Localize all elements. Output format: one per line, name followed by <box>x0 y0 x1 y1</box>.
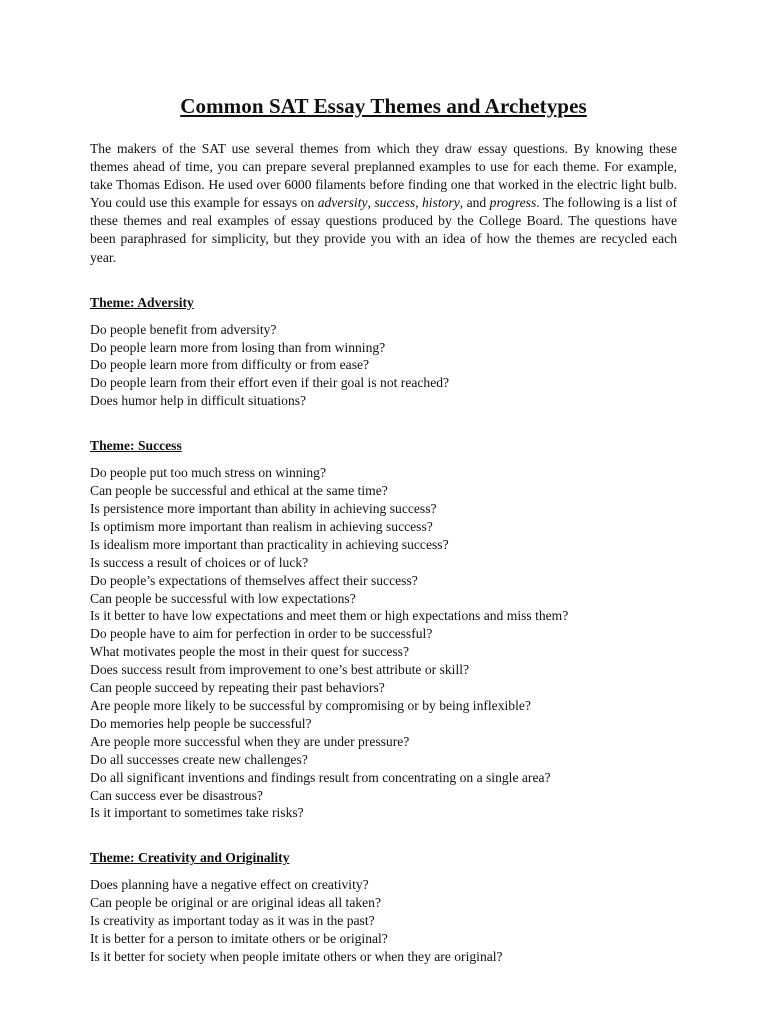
question-item: Do people learn from their effort even if their goal is not reached? <box>90 375 450 391</box>
document-page <box>90 92 677 966</box>
question-item: Is optimism more important than realism in achieving success? <box>90 518 433 534</box>
question-list <box>90 876 677 966</box>
question-item: Does humor help in difficult situations? <box>90 393 307 409</box>
section-heading: Theme: Adversity <box>90 294 194 310</box>
question-item: Are people more likely to be successful by compromising or by being inflexible? <box>90 697 531 713</box>
question-item: Is creativity as important today as it was in the past? <box>90 913 375 929</box>
theme-section <box>90 294 677 411</box>
question-item: Do people learn more from losing than from winning? <box>90 339 386 355</box>
theme-sections <box>90 294 677 966</box>
question-item: Do people learn more from difficulty or from ease? <box>90 357 370 373</box>
intro-separator-2: , <box>415 195 422 211</box>
section-heading: Theme: Creativity and Originality <box>90 850 290 866</box>
intro-emphasis-history: history <box>422 195 460 211</box>
question-item: Does planning have a negative effect on creativity? <box>90 877 369 893</box>
question-item: Can people be successful with low expectations? <box>90 590 356 606</box>
question-item: Are people more successful when they are under pressure? <box>90 733 410 749</box>
theme-section <box>90 437 677 822</box>
intro-paragraph <box>90 140 677 267</box>
question-item: Do people benefit from adversity? <box>90 321 277 337</box>
section-heading: Theme: Success <box>90 438 182 454</box>
question-list <box>90 321 677 411</box>
intro-emphasis-adversity: adversity <box>317 195 368 211</box>
question-item: Is it important to sometimes take risks? <box>90 805 304 821</box>
question-item: Can people be original or are original ideas all taken? <box>90 895 382 911</box>
document-title: Common SAT Essay Themes and Archetypes <box>180 94 587 118</box>
question-item: It is better for a person to imitate others or be original? <box>90 931 388 947</box>
question-item: Do all significant inventions and findings result from concentrating on a single area? <box>90 769 551 785</box>
question-item: Does success result from improvement to one’s best attribute or skill? <box>90 662 470 678</box>
question-item: Can people be successful and ethical at the same time? <box>90 483 388 499</box>
intro-separator-1: , <box>367 195 375 211</box>
question-item: What motivates people the most in their quest for success? <box>90 644 409 660</box>
question-item: Can people succeed by repeating their past behaviors? <box>90 680 385 696</box>
intro-separator-3: , and <box>459 195 490 211</box>
intro-text-1: The makers of the SAT use several themes from which they draw essay questions. By knowing these themes ahead of time, you can prepare several preplanned examples to use for each theme. For example, take Thomas Edison. He used over 6000 filaments before finding one that worked in the electric light bulb. You could use this example for essays on <box>90 141 677 211</box>
question-item: Do all successes create new challenges? <box>90 751 308 767</box>
question-item: Is idealism more important than practicality in achieving success? <box>90 536 449 552</box>
question-item: Can success ever be disastrous? <box>90 787 263 803</box>
intro-emphasis-progress: progress <box>489 195 537 211</box>
question-item: Do memories help people be successful? <box>90 715 312 731</box>
question-list <box>90 464 677 822</box>
question-item: Do people have to aim for perfection in order to be successful? <box>90 626 433 642</box>
intro-emphasis-success: success <box>374 195 416 211</box>
question-item: Is it better to have low expectations and meet them or high expectations and miss them? <box>90 608 569 624</box>
question-item: Is success a result of choices or of luck? <box>90 554 309 570</box>
question-item: Do people’s expectations of themselves affect their success? <box>90 572 418 588</box>
intro-text-2: . The following is a list of these themes and real examples of essay questions produced by the College Board. The questions have been paraphrased for simplicity, but they provide you with an idea of how the themes are recycled each year. <box>90 195 678 265</box>
question-item: Do people put too much stress on winning? <box>90 465 326 481</box>
question-item: Is it better for society when people imitate others or when they are original? <box>90 948 503 964</box>
theme-section <box>90 849 677 966</box>
question-item: Is persistence more important than ability in achieving success? <box>90 501 437 516</box>
